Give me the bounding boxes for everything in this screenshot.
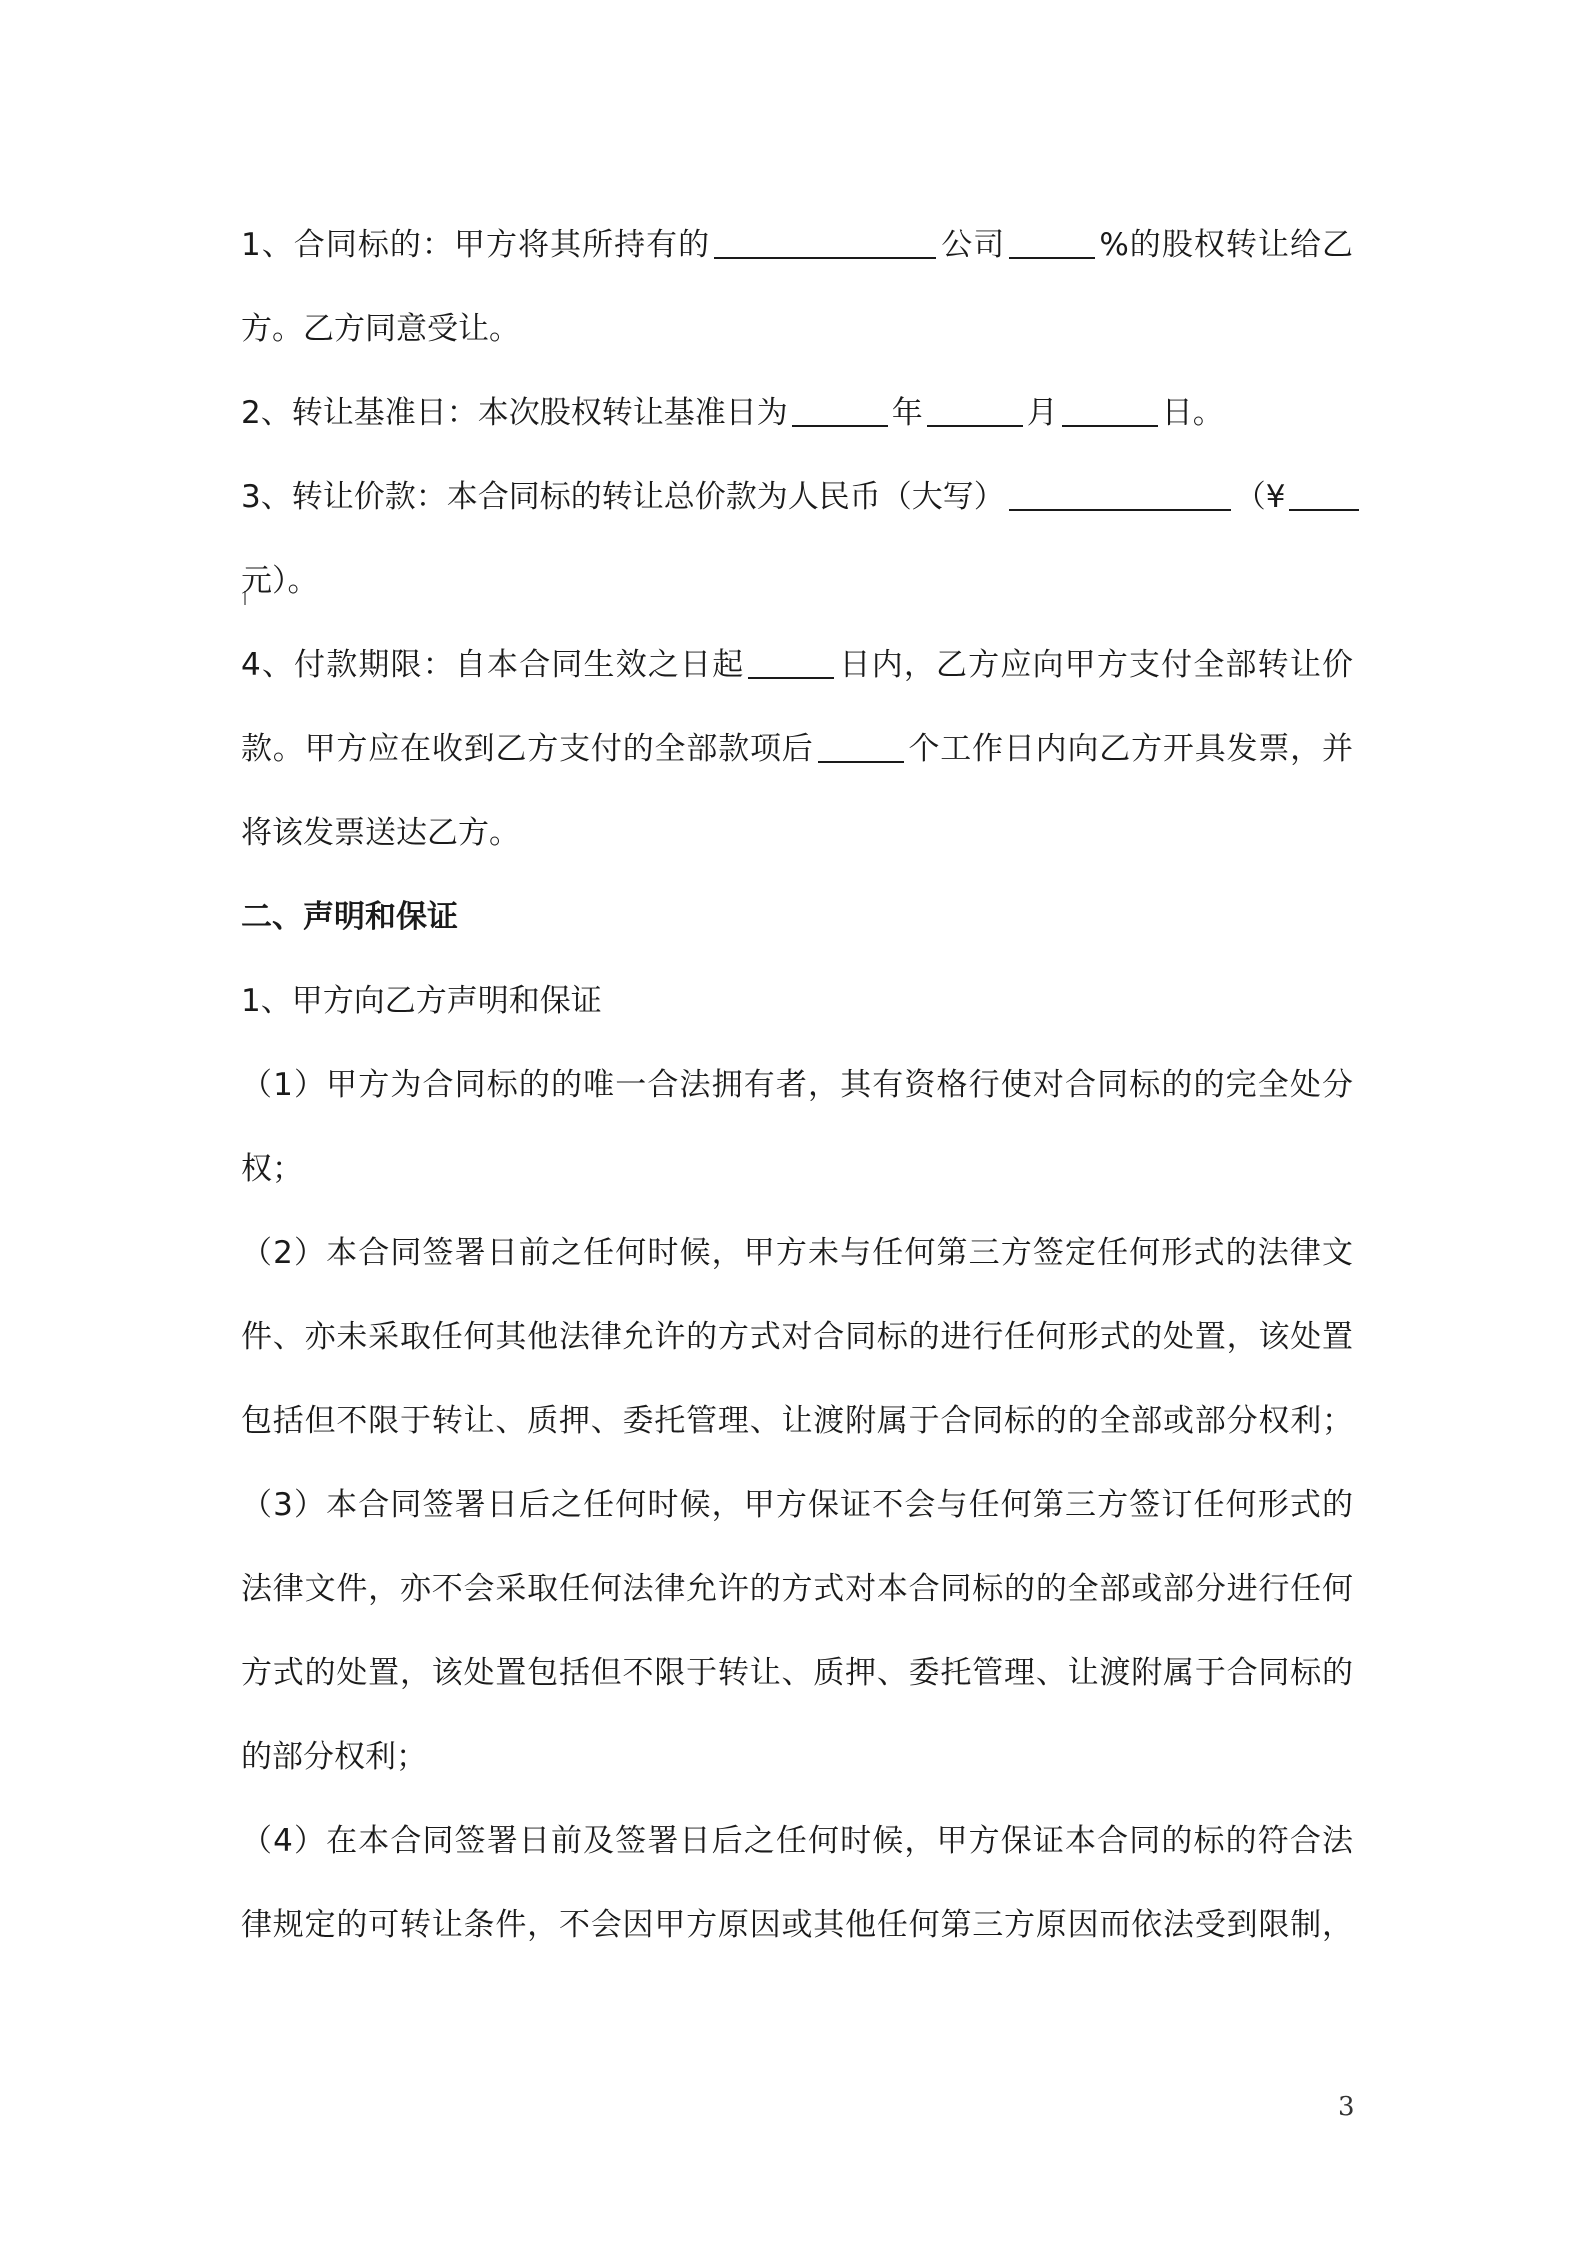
item-4-line-2 xyxy=(241,1883,1353,1967)
price-number-blank[interactable] xyxy=(1289,473,1359,511)
clause-1-line-2: 方。乙方同意受让。 xyxy=(241,311,520,347)
item-1-line-2: 权； xyxy=(241,1151,303,1187)
item-3-line-2 xyxy=(241,1547,1353,1631)
clause-3-line-1 xyxy=(241,455,1353,539)
invoice-days-blank[interactable] xyxy=(818,725,904,763)
clause-3-text: 3、转让价款：本合同标的转让总价款为人民币（大写） xyxy=(241,479,1005,515)
page-number: 3 xyxy=(1338,2092,1355,2122)
item-2-text: 包括但不限于转让、质押、委托管理、让渡附属于合同标的的全部或部分权利； xyxy=(241,1403,1353,1439)
clause-4-line-1 xyxy=(241,623,1353,707)
item-1-text: （1）甲方为合同标的的唯一合法拥有者，其有资格行使对合同标的的完全处分 xyxy=(241,1067,1353,1103)
item-1-line-1 xyxy=(241,1043,1353,1127)
document-body xyxy=(241,203,1353,1967)
base-date-year-blank[interactable] xyxy=(792,389,888,427)
clause-2-text: 月 xyxy=(1026,395,1058,431)
item-3-line-4: 的部分权利； xyxy=(241,1739,427,1775)
company-name-blank[interactable] xyxy=(714,221,936,259)
clause-3-text: 元）。 xyxy=(241,563,319,599)
item-2-text: （2）本合同签署日前之任何时候，甲方未与任何第三方签定任何形式的法律文 xyxy=(241,1235,1353,1271)
item-2-line-2 xyxy=(241,1295,1353,1379)
clause-2-line-1 xyxy=(241,371,1353,455)
clause-1-line-1 xyxy=(241,203,1353,287)
item-3-text: （3）本合同签署日后之任何时候，甲方保证不会与任何第三方签订任何形式的 xyxy=(241,1487,1353,1523)
section-2-heading: 二、声明和保证 xyxy=(241,899,458,935)
item-3-text: 法律文件，亦不会采取任何法律允许的方式对本合同标的的全部或部分进行任何 xyxy=(241,1571,1353,1607)
item-4-text: （4）在本合同签署日前及签署日后之任何时候，甲方保证本合同的标的符合法 xyxy=(241,1823,1353,1859)
equity-percent-blank[interactable] xyxy=(1009,221,1095,259)
item-4-line-1 xyxy=(241,1799,1353,1883)
clause-4-line-3: 将该发票送达乙方。 xyxy=(241,815,520,851)
clause-1-text: %的股权转让给乙 xyxy=(1099,227,1353,263)
item-2-text: 件、亦未采取任何其他法律允许的方式对合同标的进行任何形式的处置，该处置 xyxy=(241,1319,1353,1355)
clause-4-text: 款。甲方应在收到乙方支付的全部款项后 xyxy=(241,731,814,767)
clause-4-text: 个工作日内向乙方开具发票，并 xyxy=(907,731,1353,767)
base-date-day-blank[interactable] xyxy=(1062,389,1158,427)
price-uppercase-blank[interactable] xyxy=(1009,473,1231,511)
item-3-line-3 xyxy=(241,1631,1353,1715)
clause-4-line-2 xyxy=(241,707,1353,791)
clause-2-text: 2、转让基准日：本次股权转让基准日为 xyxy=(241,395,788,431)
item-4-text: 律规定的可转让条件，不会因甲方原因或其他任何第三方原因而依法受到限制， xyxy=(241,1907,1353,1943)
item-3-line-1 xyxy=(241,1463,1353,1547)
clause-2-text: 日。 xyxy=(1161,395,1224,431)
payment-days-blank[interactable] xyxy=(748,641,834,679)
clause-1-text: 1、合同标的：甲方将其所持有的 xyxy=(241,227,711,263)
item-3-text: 方式的处置，该处置包括但不限于转让、质押、委托管理、让渡附属于合同标的 xyxy=(241,1655,1353,1691)
clause-4-text: 4、付款期限：自本合同生效之日起 xyxy=(241,647,745,683)
clause-4-text: 日内，乙方应向甲方支付全部转让价 xyxy=(838,647,1353,683)
clause-2-text: 年 xyxy=(891,395,923,431)
base-date-month-blank[interactable] xyxy=(927,389,1023,427)
clause-1-text: 公司 xyxy=(940,227,1006,263)
clause-3-text: （¥ xyxy=(1234,479,1286,515)
item-2-line-1 xyxy=(241,1211,1353,1295)
clause-3-line-2 xyxy=(241,539,1353,623)
item-2-line-3 xyxy=(241,1379,1353,1463)
section-2-subheading: 1、甲方向乙方声明和保证 xyxy=(241,983,602,1019)
